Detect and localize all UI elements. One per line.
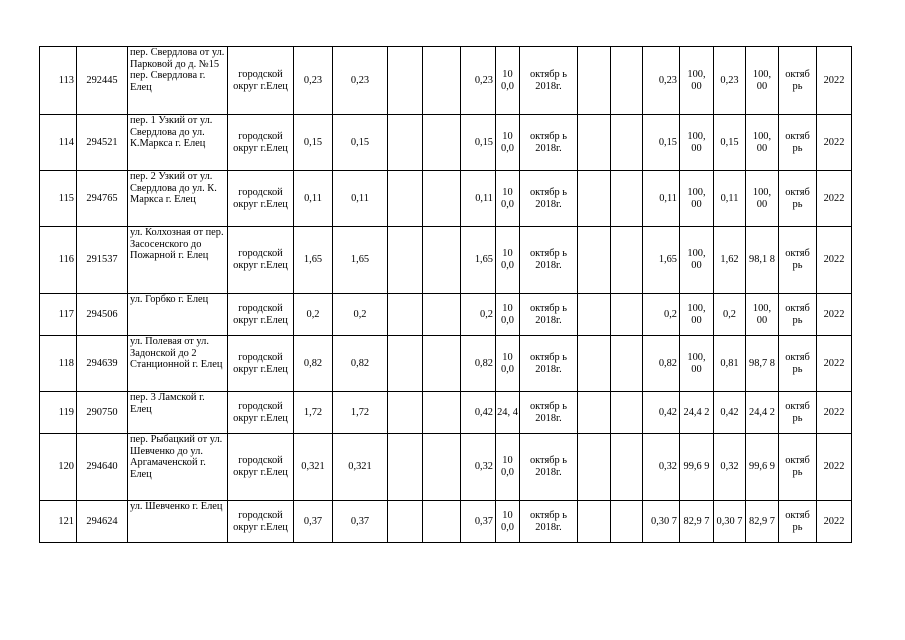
repair-date: октябр ь 2018г. (520, 434, 578, 501)
road-name: пер. 2 Узкий от ул. Свердлова до ул. К. Маркса г. Елец (128, 171, 228, 227)
table-row (40, 47, 852, 115)
percent-standard: 100, 00 (680, 171, 714, 227)
target-month: октяб рь (779, 501, 817, 543)
target-month: октяб рь (779, 47, 817, 115)
percent-repaired: 10 0,0 (496, 227, 520, 294)
empty-cell (388, 434, 423, 501)
empty-cell (611, 392, 643, 434)
row-number: 115 (40, 171, 77, 227)
empty-cell (423, 501, 461, 543)
road-id: 291537 (77, 227, 128, 294)
district: городской округ г.Елец (228, 115, 294, 171)
road-name: ул. Горбко г. Елец (128, 294, 228, 336)
empty-cell (423, 47, 461, 115)
length-repaired: 0,15 (461, 115, 496, 171)
table-row (40, 227, 852, 294)
percent-standard: 100, 00 (680, 227, 714, 294)
road-name: ул. Шевченко г. Елец (128, 501, 228, 543)
length-repaired: 0,42 (461, 392, 496, 434)
length-final: 0,23 (714, 47, 746, 115)
length-planned: 0,82 (333, 336, 388, 392)
length-planned: 0,37 (333, 501, 388, 543)
percent-repaired: 10 0,0 (496, 294, 520, 336)
district: городской округ г.Елец (228, 47, 294, 115)
road-name: пер. Свердлова от ул. Парковой до д. №15 пер. Свердлова г. Елец (128, 47, 228, 115)
length-planned: 0,321 (333, 434, 388, 501)
target-month: октяб рь (779, 392, 817, 434)
target-year: 2022 (817, 294, 852, 336)
table-row (40, 294, 852, 336)
empty-cell (423, 434, 461, 501)
repair-date: октябр ь 2018г. (520, 171, 578, 227)
table-row (40, 434, 852, 501)
length-standard: 0,30 7 (643, 501, 680, 543)
road-name: ул. Полевая от ул. Задонской до 2 Станционной г. Елец (128, 336, 228, 392)
empty-cell (388, 171, 423, 227)
row-number: 119 (40, 392, 77, 434)
empty-cell (388, 501, 423, 543)
length-total: 0,15 (294, 115, 333, 171)
road-name: пер. Рыбацкий от ул. Шевченко до ул. Аргамаченской г. Елец (128, 434, 228, 501)
percent-repaired: 10 0,0 (496, 115, 520, 171)
empty-cell (578, 392, 611, 434)
empty-cell (611, 501, 643, 543)
empty-cell (578, 47, 611, 115)
length-repaired: 0,2 (461, 294, 496, 336)
empty-cell (578, 434, 611, 501)
empty-cell (388, 227, 423, 294)
target-month: октяб рь (779, 434, 817, 501)
percent-final: 100, 00 (746, 294, 779, 336)
empty-cell (611, 227, 643, 294)
length-final: 0,2 (714, 294, 746, 336)
percent-repaired: 10 0,0 (496, 336, 520, 392)
length-final: 0,32 (714, 434, 746, 501)
target-month: октяб рь (779, 294, 817, 336)
road-id: 294506 (77, 294, 128, 336)
empty-cell (423, 115, 461, 171)
length-planned: 0,23 (333, 47, 388, 115)
length-repaired: 0,82 (461, 336, 496, 392)
empty-cell (578, 501, 611, 543)
road-id: 294765 (77, 171, 128, 227)
length-total: 0,23 (294, 47, 333, 115)
empty-cell (611, 434, 643, 501)
length-repaired: 0,32 (461, 434, 496, 501)
empty-cell (578, 294, 611, 336)
district: городской округ г.Елец (228, 434, 294, 501)
target-year: 2022 (817, 227, 852, 294)
percent-final: 82,9 7 (746, 501, 779, 543)
percent-standard: 24,4 2 (680, 392, 714, 434)
length-standard: 0,32 (643, 434, 680, 501)
district: городской округ г.Елец (228, 501, 294, 543)
percent-standard: 100, 00 (680, 294, 714, 336)
empty-cell (388, 115, 423, 171)
length-repaired: 1,65 (461, 227, 496, 294)
percent-final: 98,1 8 (746, 227, 779, 294)
empty-cell (423, 392, 461, 434)
length-standard: 0,15 (643, 115, 680, 171)
percent-repaired: 10 0,0 (496, 47, 520, 115)
empty-cell (388, 392, 423, 434)
length-total: 1,65 (294, 227, 333, 294)
target-month: октяб рь (779, 171, 817, 227)
target-year: 2022 (817, 336, 852, 392)
table-row (40, 392, 852, 434)
length-final: 0,81 (714, 336, 746, 392)
repair-date: октябр ь 2018г. (520, 227, 578, 294)
repair-date: октябр ь 2018г. (520, 294, 578, 336)
length-total: 0,82 (294, 336, 333, 392)
length-planned: 0,15 (333, 115, 388, 171)
percent-repaired: 10 0,0 (496, 171, 520, 227)
length-standard: 0,42 (643, 392, 680, 434)
empty-cell (388, 294, 423, 336)
repair-date: октябр ь 2018г. (520, 336, 578, 392)
length-repaired: 0,11 (461, 171, 496, 227)
table-row (40, 171, 852, 227)
length-total: 0,37 (294, 501, 333, 543)
percent-standard: 99,6 9 (680, 434, 714, 501)
length-final: 1,62 (714, 227, 746, 294)
percent-final: 24,4 2 (746, 392, 779, 434)
length-total: 0,11 (294, 171, 333, 227)
table-row (40, 336, 852, 392)
length-planned: 1,65 (333, 227, 388, 294)
row-number: 114 (40, 115, 77, 171)
road-id: 294624 (77, 501, 128, 543)
percent-final: 100, 00 (746, 171, 779, 227)
target-year: 2022 (817, 47, 852, 115)
empty-cell (578, 115, 611, 171)
roads-table (39, 46, 852, 543)
length-standard: 0,82 (643, 336, 680, 392)
road-id: 294639 (77, 336, 128, 392)
row-number: 121 (40, 501, 77, 543)
percent-standard: 100, 00 (680, 115, 714, 171)
percent-final: 99,6 9 (746, 434, 779, 501)
target-month: октяб рь (779, 227, 817, 294)
road-name: пер. 1 Узкий от ул. Свердлова до ул. К.Маркса г. Елец (128, 115, 228, 171)
table-row (40, 501, 852, 543)
district: городской округ г.Елец (228, 171, 294, 227)
percent-final: 100, 00 (746, 47, 779, 115)
target-month: октяб рь (779, 115, 817, 171)
length-final: 0,42 (714, 392, 746, 434)
road-id: 290750 (77, 392, 128, 434)
length-standard: 0,23 (643, 47, 680, 115)
road-name: ул. Колхозная от пер. Засосенского до Пожарной г. Елец (128, 227, 228, 294)
empty-cell (578, 227, 611, 294)
empty-cell (388, 336, 423, 392)
length-repaired: 0,23 (461, 47, 496, 115)
length-final: 0,15 (714, 115, 746, 171)
repair-date: октябр ь 2018г. (520, 115, 578, 171)
length-final: 0,11 (714, 171, 746, 227)
target-year: 2022 (817, 171, 852, 227)
district: городской округ г.Елец (228, 294, 294, 336)
district: городской округ г.Елец (228, 336, 294, 392)
percent-standard: 100, 00 (680, 47, 714, 115)
length-planned: 0,2 (333, 294, 388, 336)
empty-cell (611, 115, 643, 171)
length-repaired: 0,37 (461, 501, 496, 543)
length-standard: 0,11 (643, 171, 680, 227)
percent-final: 100, 00 (746, 115, 779, 171)
row-number: 118 (40, 336, 77, 392)
empty-cell (423, 227, 461, 294)
percent-standard: 82,9 7 (680, 501, 714, 543)
road-id: 294640 (77, 434, 128, 501)
percent-repaired: 10 0,0 (496, 501, 520, 543)
empty-cell (388, 47, 423, 115)
empty-cell (611, 171, 643, 227)
length-final: 0,30 7 (714, 501, 746, 543)
road-name: пер. 3 Ламской г. Елец (128, 392, 228, 434)
empty-cell (578, 171, 611, 227)
target-year: 2022 (817, 501, 852, 543)
empty-cell (611, 294, 643, 336)
empty-cell (423, 336, 461, 392)
row-number: 116 (40, 227, 77, 294)
row-number: 120 (40, 434, 77, 501)
percent-repaired: 24, 4 (496, 392, 520, 434)
empty-cell (611, 336, 643, 392)
repair-date: октябр ь 2018г. (520, 501, 578, 543)
percent-standard: 100, 00 (680, 336, 714, 392)
table-row (40, 115, 852, 171)
length-total: 1,72 (294, 392, 333, 434)
target-month: октяб рь (779, 336, 817, 392)
target-year: 2022 (817, 434, 852, 501)
empty-cell (611, 47, 643, 115)
length-planned: 0,11 (333, 171, 388, 227)
road-id: 292445 (77, 47, 128, 115)
empty-cell (423, 294, 461, 336)
target-year: 2022 (817, 392, 852, 434)
empty-cell (423, 171, 461, 227)
empty-cell (578, 336, 611, 392)
length-standard: 0,2 (643, 294, 680, 336)
percent-final: 98,7 8 (746, 336, 779, 392)
percent-repaired: 10 0,0 (496, 434, 520, 501)
target-year: 2022 (817, 115, 852, 171)
length-planned: 1,72 (333, 392, 388, 434)
length-total: 0,2 (294, 294, 333, 336)
district: городской округ г.Елец (228, 227, 294, 294)
repair-date: октябр ь 2018г. (520, 392, 578, 434)
district: городской округ г.Елец (228, 392, 294, 434)
road-id: 294521 (77, 115, 128, 171)
row-number: 113 (40, 47, 77, 115)
repair-date: октябр ь 2018г. (520, 47, 578, 115)
row-number: 117 (40, 294, 77, 336)
length-total: 0,321 (294, 434, 333, 501)
length-standard: 1,65 (643, 227, 680, 294)
